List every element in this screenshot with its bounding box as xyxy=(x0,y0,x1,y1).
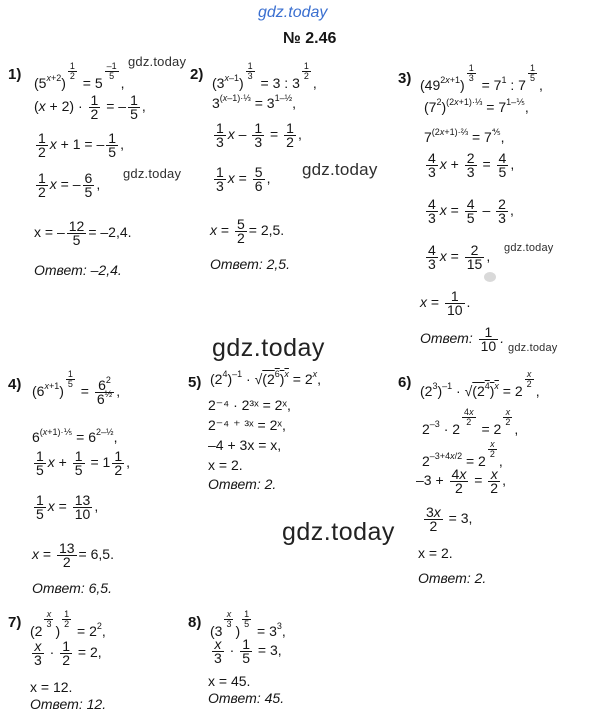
math-line: x = $\frac{5}{2}$ = 2,5. xyxy=(210,216,285,246)
math-line: $\frac{1}{2}$ x + 1 = – $\frac{1}{5}$ , xyxy=(38,130,124,160)
math-line: $(2^3)^{-1} \cdot √(2^4)^x = 2$ $\frac{x}{2}$ , xyxy=(420,369,540,399)
math-line: $\frac{4}{3}$ x = $\frac{4}{5}$ – $\frac{2}{3}$ , xyxy=(428,196,514,226)
problem-number: 5) xyxy=(188,374,202,391)
problem-number: 8) xyxy=(188,614,202,631)
ink-smudge xyxy=(484,272,496,282)
watermark-small: gdz.today xyxy=(504,242,554,254)
math-line: $(49^{2x+1})$ $\frac{1}{3}$ = $7^1$ : 7 $\frac{1}{5}$ , xyxy=(420,63,543,93)
math-line: x = – $\frac{12}{5}$ = –2,4. xyxy=(34,218,132,248)
answer-label: Ответ: xyxy=(208,476,261,492)
answer-value: –2,4. xyxy=(90,262,122,278)
final-tail: = 6,5. xyxy=(78,546,114,563)
problem-number: 2) xyxy=(190,66,204,83)
math-line: x = 45. xyxy=(208,673,251,689)
math-line: $\frac{3x}{2}$ = 3, xyxy=(426,504,473,534)
watermark-top: gdz.today xyxy=(258,4,328,21)
problem-number: 4) xyxy=(8,376,22,393)
answer-line xyxy=(208,476,276,492)
math-line: $7^{(2x+1)\cdot\frac{2}{3}} = 7^{\frac{4}{5}}$, xyxy=(424,127,505,145)
problem-number: 7) xyxy=(8,614,22,631)
math-line: x = 2. xyxy=(418,545,453,561)
answer-value: 2,5. xyxy=(266,256,290,272)
math-line: $2^{-3+4x/2} = 2$ $\frac{x}{2}$ , xyxy=(422,439,503,469)
math-line: x = 12. xyxy=(30,679,73,695)
math-line: (2 $\frac{x}{3}$ ) $\frac{1}{2}$ = $2^2$, xyxy=(30,609,106,639)
math-line: (3$^{x-1}$) $\frac{1}{3}$ = 3 : 3 $\frac{1}{2}$ , xyxy=(212,61,317,91)
watermark-big: gdz.today xyxy=(212,334,325,362)
watermark-small: gdz.today xyxy=(508,342,558,354)
answer-label: Ответ: xyxy=(30,696,83,712)
math-line: 2⁻⁴ ⁺ ³ˣ = 2ˣ, xyxy=(208,417,286,433)
math-line: $3^{(x-1)\cdot\frac{1}{3}} = 3^{1-\frac{1}{2}}$, xyxy=(212,93,296,111)
math-line: $\frac{1}{3}$ x – $\frac{1}{3}$ = $\frac{1}{2}$ , xyxy=(216,120,302,150)
problem-number: 6) xyxy=(398,374,412,391)
math-line: x = 2. xyxy=(208,457,243,473)
watermark-small: gdz.today xyxy=(128,54,187,69)
answer-line xyxy=(30,696,106,712)
page-title: № 2.46 xyxy=(283,30,337,47)
math-line: $\frac{4}{3}$ x + $\frac{2}{3}$ = $\frac{4}{5}$ , xyxy=(428,150,515,180)
answer-label: Ответ: xyxy=(420,330,473,347)
math-line: $\frac{x}{3}$ · $\frac{1}{5}$ = 3, xyxy=(214,636,282,666)
answer-label: Ответ: xyxy=(34,262,87,278)
math-line: $\frac{x}{3}$ · $\frac{1}{2}$ = 2, xyxy=(34,638,102,668)
watermark-small: gdz.today xyxy=(302,160,378,179)
answer-label: Ответ: xyxy=(32,580,85,596)
answer-line xyxy=(208,690,284,706)
math-line: (3 $\frac{x}{3}$ ) $\frac{1}{5}$ = $3^3$, xyxy=(210,609,286,639)
math-line: –3 + $\frac{4x}{2}$ = $\frac{x}{2}$ , xyxy=(416,466,506,496)
math-line: $\frac{1}{5}$ x = $\frac{13}{10}$ , xyxy=(36,492,99,522)
math-line: $(5^{x+2})$ $\frac{1}{2}$ = 5 $\frac{-1}{5}$ , xyxy=(34,61,125,91)
answer-value: 6,5. xyxy=(88,580,112,596)
math-line: $6^{(x+1)\cdot\frac{1}{5}} = 6^{2-\frac{1}{2}}$, xyxy=(32,427,118,445)
answer-value: 2. xyxy=(264,476,277,492)
answer-label: Ответ: xyxy=(210,256,263,272)
answer-line xyxy=(34,262,122,278)
math-line: x = $\frac{13}{2}$ = 6,5. xyxy=(32,540,114,570)
watermark-small: gdz.today xyxy=(123,166,182,181)
math-line: $\frac{1}{3}$ x = $\frac{5}{6}$ , xyxy=(216,164,271,194)
math-line: $\frac{4}{3}$ x = $\frac{2}{15}$ , xyxy=(428,242,491,272)
math-line: $(2^4)^{-1} \cdot √(2^6)^x = 2^x$, xyxy=(210,369,322,387)
final-tail: = 2,5. xyxy=(248,222,285,239)
final-lead: x = – xyxy=(34,224,65,241)
answer-line xyxy=(210,256,290,272)
math-line: (x + 2) · $\frac{1}{2}$ = – $\frac{1}{5}$ , xyxy=(34,92,146,122)
problem-number: 3) xyxy=(398,70,412,87)
answer-value: 2. xyxy=(474,570,487,586)
math-line: $(6^{x+1})$ $\frac{1}{5}$ = $\frac{6^2}{6^{\frac{1}{2}}}$ , xyxy=(32,369,121,407)
answer-line xyxy=(418,570,486,586)
math-line: $\frac{1}{2}$ x = – $\frac{6}{5}$ , xyxy=(38,170,101,200)
math-line: x = $\frac{1}{10}$ . xyxy=(420,288,471,318)
final-tail: = –2,4. xyxy=(88,224,132,241)
math-line: $\frac{1}{5}$ x + $\frac{1}{5}$ = 1 $\frac{1}{2}$ , xyxy=(36,448,130,478)
math-line: $2^{-3} \cdot 2$ $\frac{4x}{2}$ = 2 $\frac{x}{2}$ , xyxy=(422,407,519,437)
problem-number: 1) xyxy=(8,66,22,83)
answer-line xyxy=(32,580,112,596)
watermark-big: gdz.today xyxy=(282,518,395,546)
answer-value: 12. xyxy=(86,696,107,712)
math-line: $(7^2)^{(2x+1)\cdot\frac{1}{3}} = 7^{1-\frac{1}{5}}$, xyxy=(424,97,529,115)
answer-label: Ответ: xyxy=(418,570,471,586)
answer-label: Ответ: xyxy=(208,690,261,706)
answer-line: Ответ: $\frac{1}{10}$ . xyxy=(420,324,505,354)
math-line: –4 + 3x = x, xyxy=(208,437,282,453)
math-line: 2⁻⁴ · 2³ˣ = 2ˣ, xyxy=(208,397,291,413)
answer-value: 45. xyxy=(264,690,285,706)
